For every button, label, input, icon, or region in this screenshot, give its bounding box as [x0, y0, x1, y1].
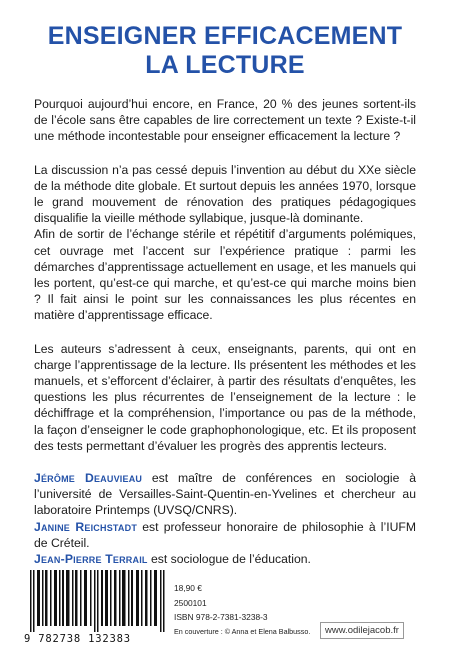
book-title — [0, 22, 450, 80]
book-meta — [174, 581, 310, 639]
author-name: Janine Reichstadt — [34, 519, 138, 534]
paragraph-approach: Afin de sortir de l’échange stérile et répétitif d’arguments polémiques, cet ouvrage met l’accent sur l’expérience pratique : parmi les démarches d’apprentissage actuellement en usage, et les manuels qui les portent, qu’est-ce qui marche, et qu’est-ce qui marche moins bien ? Il fait ainsi le point sur les connaissances les plus récentes en matière d’apprentissage efficace. — [34, 227, 416, 323]
paragraph-audience: Les auteurs s’adressent à ceux, enseignants, parents, qui ont en charge l’apprentissage de la lecture. Ils présentent les méthodes et les manuels, et s’efforcent d’éclairer, à partir des résultats d’enquêtes, les questions les plus récurrentes de l’enseignement de la lecture : le déchiffrage et la compréhension, l’importance ou pas de la méthode, la façon d’enseigner le code graphophonologique, etc. Et ils proposent des tests permettant d’évaluer les progrès des apprentis lecteurs. — [34, 341, 416, 453]
product-code: 2500101 — [174, 597, 207, 608]
cover-credit: En couverture : © Anna et Elena Balbusso. — [174, 626, 311, 636]
author-entry — [34, 519, 416, 551]
author-name: Jérôme Deauvieau — [34, 471, 143, 486]
author-name: Jean-Pierre Terrail — [34, 552, 148, 567]
paragraph-intro: Pourquoi aujourd’hui encore, en France, 20 % des jeunes sortent-ils de l’école sans être capables de lire correctement un texte ? Existe-t-il une méthode incontestable pour enseigner efficacement la lecture ? — [34, 97, 416, 144]
back-cover-text — [34, 96, 416, 567]
author-entry — [34, 470, 416, 519]
author-bio: est professeur honoraire de philosophie à l’IUFM de Créteil. — [34, 519, 417, 550]
author-bio: est maître de conférences en sociologie à l’université de Versailles-Saint-Quentin-en-Yvelines et chercheur au laboratoire Printemps (UVSQ/CNRS). — [34, 471, 416, 518]
author-bio: est sociologue de l’éducation. — [147, 552, 311, 567]
publisher-website: www.odilejacob.fr — [320, 622, 404, 639]
isbn: ISBN 978-2-7381-3238-3 — [174, 612, 268, 622]
author-entry — [34, 551, 416, 567]
authors-section — [34, 470, 416, 567]
paragraph-history: La discussion n’a pas cessé depuis l’invention au début du XXe siècle de la méthode dite globale. Et surtout depuis les années 1970, lorsque le grand mouvement de rénovation des pratiques pédagogiques disqualifie la vieille méthode syllabique, jusque-là dominante. — [34, 162, 416, 226]
barcode-digits: 9 782738 132383 — [24, 633, 131, 645]
title-line-2: LA LECTURE — [145, 51, 305, 79]
barcode — [28, 570, 168, 632]
title-line-1: ENSEIGNER EFFICACEMENT — [47, 22, 403, 50]
price: 18,90 € — [174, 583, 202, 593]
